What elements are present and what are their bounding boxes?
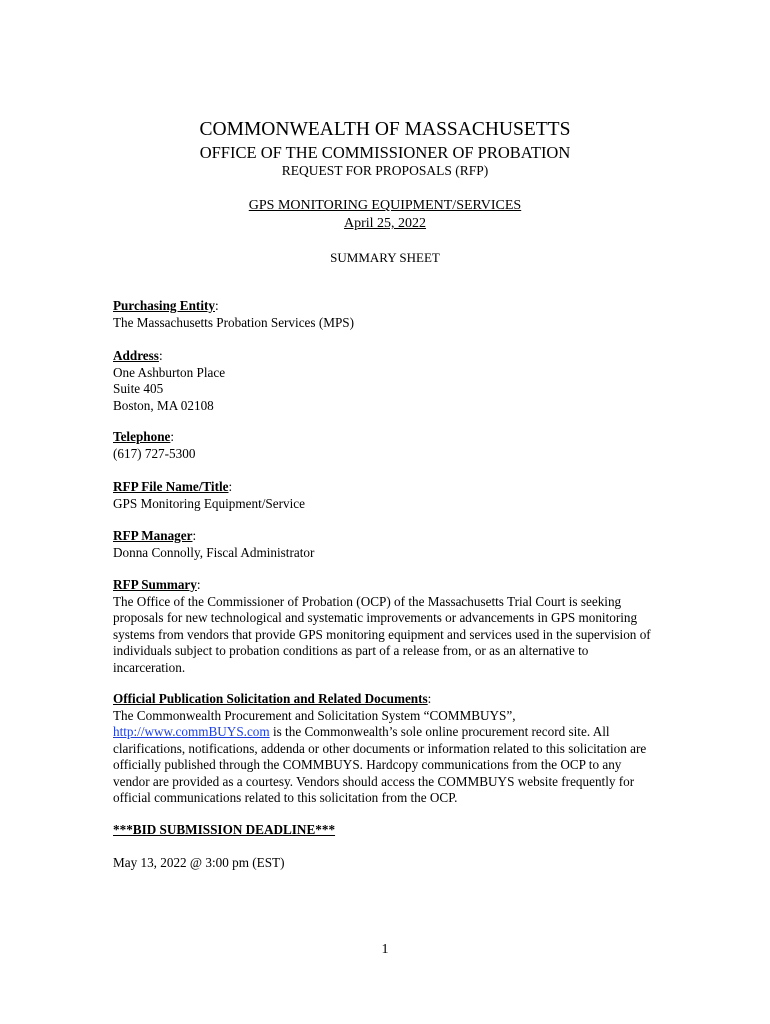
rfp-date-text: April 25, 2022 <box>343 216 427 231</box>
official-publication-section: Official Publication Solicitation and Related Documents: The Commonwealth Procurement and Solicitation System “COMMBUYS”, http://www.commBUYS.com is the Commonwealth’s sole online procurement record site. All clarifications, notifications, addenda or other documents or information related to this solicitation are officially published through the COMMBUYS. Hardcopy communications from the OCP to any vendor are provided as a courtesy. Vendors should access the COMMBUYS website frequently for official communications related to this solicitation from the OCP. <box>113 691 658 807</box>
commbuys-link[interactable]: http://www.commBUYS.com <box>113 724 270 739</box>
address-line-3: Boston, MA 02108 <box>113 397 214 413</box>
deadline-section <box>113 822 658 839</box>
official-publication-label: Official Publication Solicitation and Related Documents <box>113 691 428 706</box>
rfp-summary-text: The Office of the Commissioner of Probation (OCP) of the Massachusetts Trial Court is seeking proposals for new technological and systematic improvements or advancements in GPS monitoring systems from vendors that provide GPS monitoring equipment and services used in the supervision of individuals subject to probation conditions as part of a release from, or as an alternative to incarceration. <box>113 593 651 675</box>
address-line-1: One Ashburton Place <box>113 364 226 380</box>
address-line-2: Suite 405 <box>113 381 164 396</box>
telephone-value: (617) 727-5300 <box>113 445 196 461</box>
rfp-file-section: RFP File Name/Title: GPS Monitoring Equipment/Service <box>113 479 658 512</box>
address-label: Address <box>113 348 159 363</box>
rfp-manager-value: Donna Connolly, Fiscal Administrator <box>113 544 315 560</box>
rfp-title <box>0 198 770 214</box>
header-rfp: REQUEST FOR PROPOSALS (RFP) <box>281 163 489 178</box>
rfp-title-text: GPS MONITORING EQUIPMENT/SERVICES <box>248 198 522 213</box>
official-publication-text-before: The Commonwealth Procurement and Solicitation System “COMMBUYS”, <box>113 707 516 723</box>
rfp-manager-label: RFP Manager <box>113 528 193 543</box>
rfp-file-label: RFP File Name/Title <box>113 479 229 494</box>
telephone-label: Telephone <box>113 429 171 444</box>
rfp-file-value: GPS Monitoring Equipment/Service <box>113 495 305 511</box>
header-commonwealth: COMMONWEALTH OF MASSACHUSETTS <box>199 119 571 140</box>
official-publication-text <box>113 708 658 807</box>
summary-sheet-heading: SUMMARY SHEET <box>330 250 440 265</box>
deadline-label: ***BID SUBMISSION DEADLINE*** <box>113 822 336 837</box>
rfp-date <box>0 216 770 232</box>
official-publication-text-after: is the Commonwealth’s sole online procurement record site. All clarifications, notifications, addenda or other documents or information related to this solicitation are officially published through the COMMBUYS. Hardcopy communications from the OCP to any vendor are provided as a courtesy. Vendors should access the COMMBUYS website frequently for official communications related to this solicitation from the OCP. <box>113 724 647 805</box>
rfp-summary-label: RFP Summary <box>113 577 197 592</box>
header-office: OFFICE OF THE COMMISSIONER OF PROBATION <box>199 143 571 162</box>
telephone-section: Telephone: (617) 727-5300 <box>113 429 658 462</box>
rfp-summary-section: RFP Summary: The Office of the Commissioner of Probation (OCP) of the Massachusetts Trial Court is seeking proposals for new technological and systematic improvements or advancements in GPS monitoring systems from vendors that provide GPS monitoring equipment and services used in the supervision of individuals subject to probation conditions as part of a release from, or as an alternative to incarceration. <box>113 577 658 676</box>
address-section: Address: One Ashburton Place Suite 405 Boston, MA 02108 <box>113 348 658 414</box>
purchasing-entity-value: The Massachusetts Probation Services (MPS) <box>113 314 355 330</box>
rfp-manager-section: RFP Manager: Donna Connolly, Fiscal Administrator <box>113 528 658 561</box>
purchasing-entity-label: Purchasing Entity <box>113 298 215 313</box>
purchasing-entity-section: Purchasing Entity: The Massachusetts Probation Services (MPS) <box>113 298 658 331</box>
page-number: 1 <box>381 942 389 957</box>
deadline-value: May 13, 2022 @ 3:00 pm (EST) <box>113 855 285 870</box>
